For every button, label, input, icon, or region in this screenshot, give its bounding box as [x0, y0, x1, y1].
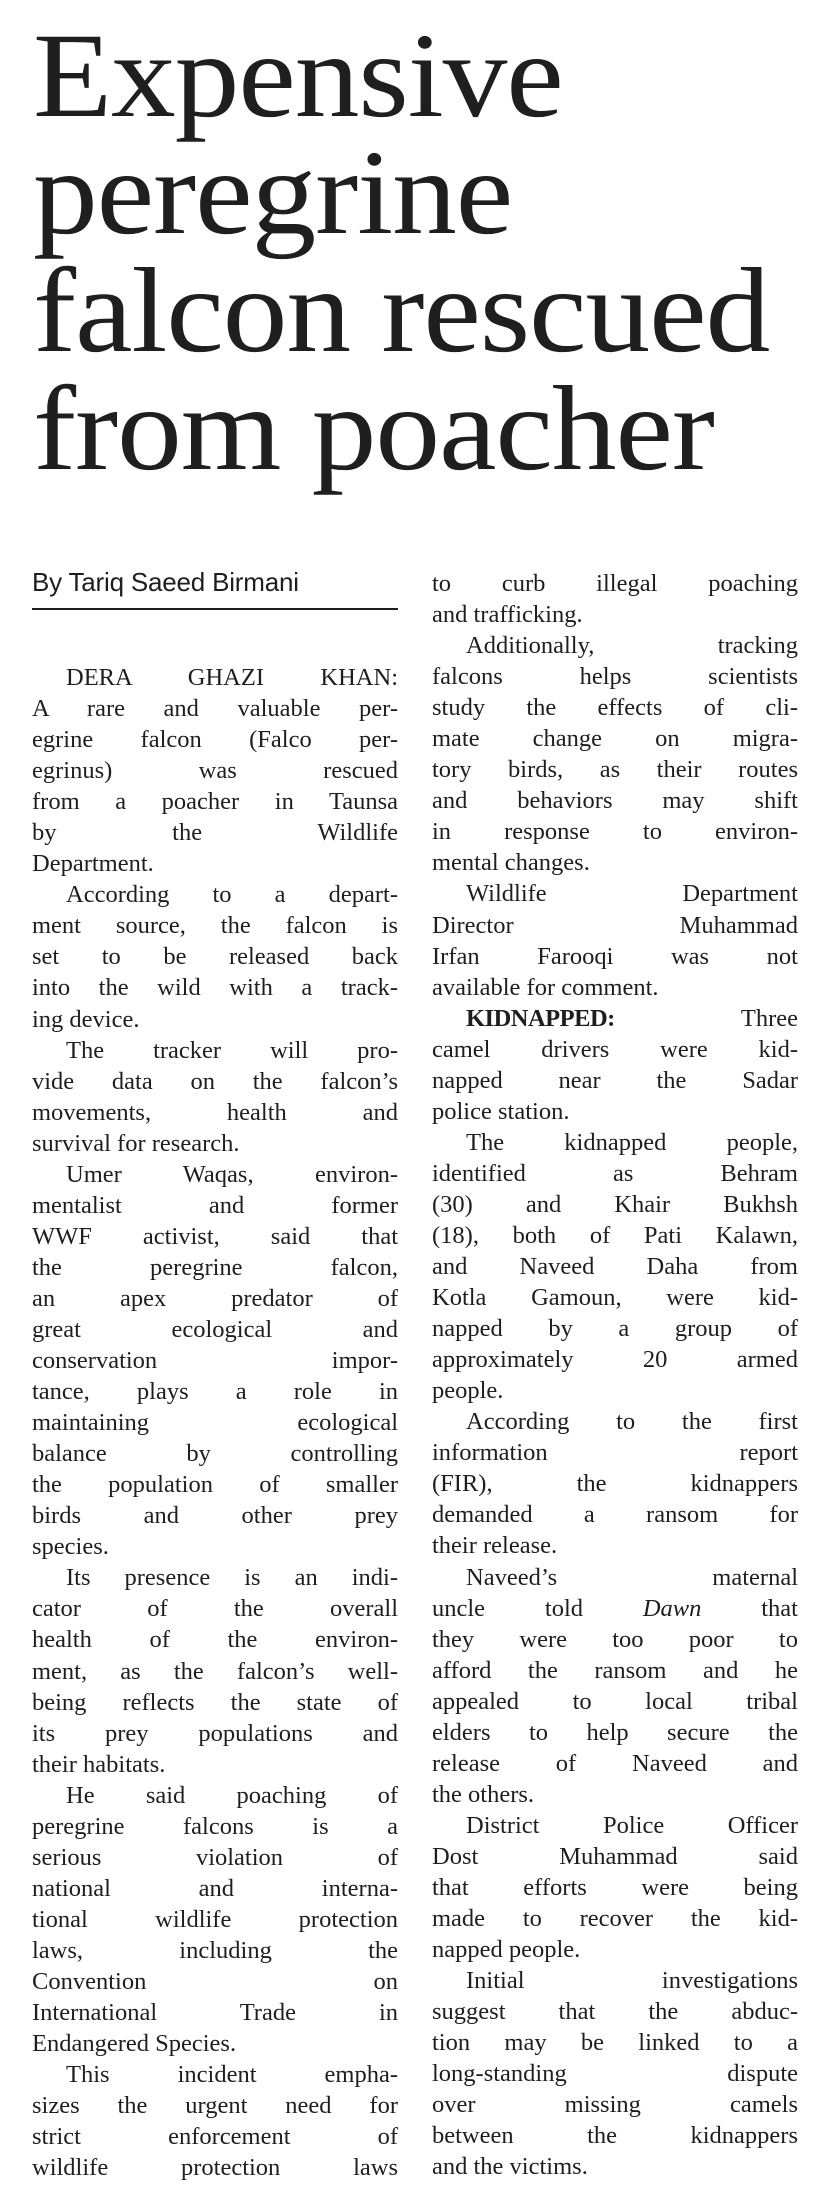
article-column-right: [432, 568, 798, 2182]
text-line: available for comment.: [432, 973, 659, 1001]
text-line: tional wildlife protection: [32, 1905, 398, 1933]
text-line: A rare and valuable per-: [32, 695, 398, 723]
text-line: According to the first: [466, 1408, 798, 1436]
text-line: their release.: [432, 1532, 558, 1560]
text-line: the others.: [432, 1780, 535, 1808]
article-paragraph: [32, 662, 398, 879]
text-line: appealed to local tribal: [432, 1687, 798, 1715]
text-line: tance, plays a role in: [32, 1378, 398, 1406]
text-line: DERA GHAZI KHAN:: [66, 664, 398, 691]
text-line: ment source, the falcon is: [32, 912, 398, 940]
text-line: and behaviors may shift: [432, 787, 798, 815]
article-paragraph: [432, 878, 798, 1002]
text-line: into the wild with a track-: [32, 974, 398, 1002]
text-line: Endangered Species.: [32, 2030, 237, 2058]
article-column-left: [32, 662, 398, 2183]
text-line: health of the environ-: [32, 1626, 398, 1654]
text-line: Department.: [32, 850, 154, 878]
text-line: napped near the Sadar: [432, 1066, 798, 1094]
text-line: the peregrine falcon,: [32, 1253, 398, 1281]
text-line: species.: [32, 1533, 109, 1561]
text-line: great ecological and: [32, 1315, 398, 1343]
text-line: Umer Waqas, environ-: [66, 1160, 398, 1188]
publication-name: Dawn: [642, 1594, 702, 1622]
text-line: camel drivers were kid-: [432, 1035, 798, 1063]
headline-line: from poacher: [33, 362, 714, 496]
text-line: information report: [432, 1439, 798, 1467]
text-line: release of Naveed and: [432, 1749, 798, 1777]
text-line: egrine falcon (Falco per-: [32, 726, 398, 754]
text-line: birds and other prey: [32, 1502, 398, 1530]
text-line: police station.: [432, 1097, 570, 1125]
text-line: afford the ransom and he: [432, 1656, 798, 1684]
text-line: The kidnapped people,: [466, 1128, 798, 1156]
text-line: conservation impor-: [32, 1347, 398, 1375]
article-paragraph: [432, 630, 798, 878]
article-paragraph: [432, 568, 798, 630]
article-paragraph: [432, 1003, 798, 1127]
text-line: cator of the overall: [32, 1595, 398, 1623]
headline-line: Expensive: [33, 9, 563, 143]
headline-line: peregrine: [33, 126, 513, 260]
article-paragraph: [32, 1159, 398, 1563]
text-line: The tracker will pro-: [66, 1036, 398, 1064]
article-paragraph: [432, 1810, 798, 1965]
text-line: Initial investigations: [466, 1967, 798, 1995]
text-line: Convention on: [32, 1967, 398, 1995]
text-line: in response to environ-: [432, 818, 798, 846]
text-line: strict enforcement of: [32, 2123, 398, 2151]
text-line: maintaining ecological: [32, 1409, 398, 1437]
text-line: KIDNAPPED: Three: [466, 1004, 798, 1032]
text-line: (FIR), the kidnappers: [432, 1470, 798, 1498]
text-line: According to a depart-: [66, 881, 398, 909]
text-line: Additionally, tracking: [466, 632, 798, 660]
text-line: elders to help secure the: [432, 1718, 798, 1746]
text-line: wildlife protection laws: [32, 2154, 398, 2182]
text-line: napped people.: [432, 1936, 581, 1964]
article-paragraph: [432, 1127, 798, 1406]
text-line: from a poacher in Taunsa: [32, 788, 398, 816]
text-line: International Trade in: [32, 1999, 398, 2027]
text-line: sizes the urgent need for: [32, 2092, 398, 2120]
text-line: Kotla Gamoun, were kid-: [432, 1284, 798, 1312]
text-line: mental changes.: [432, 849, 590, 877]
text-line: He said poaching of: [66, 1781, 398, 1809]
text-line: mentalist and former: [32, 1191, 398, 1219]
text-line: mate change on migra-: [432, 725, 798, 753]
text-line: set to be released back: [32, 943, 398, 971]
text-line: people.: [432, 1377, 504, 1405]
text-line: District Police Officer: [466, 1811, 798, 1839]
text-line: and Naveed Daha from: [432, 1253, 798, 1281]
text-line: they were too poor to: [432, 1625, 798, 1653]
text-line: being reflects the state of: [32, 1688, 398, 1716]
text-line: to curb illegal poaching: [432, 570, 798, 597]
text-line: tion may be linked to a: [432, 2029, 798, 2057]
article-paragraph: [32, 1780, 398, 2059]
text-line: Its presence is an indi-: [66, 1564, 398, 1592]
text-line: national and interna-: [32, 1874, 398, 1902]
text-line: an apex predator of: [32, 1284, 398, 1312]
byline: By Tariq Saeed Birmani: [32, 567, 299, 597]
text-line: laws, including the: [32, 1936, 398, 1964]
headline-line: falcon rescued: [33, 244, 770, 378]
article-paragraph: [32, 2059, 398, 2183]
text-line: long-standing dispute: [432, 2060, 798, 2088]
article-paragraph: [32, 1562, 398, 1779]
text-line: Director Muhammad: [432, 911, 798, 939]
text-line: ing device.: [32, 1005, 140, 1033]
text-line: tory birds, as their routes: [432, 756, 798, 784]
subhead-label: KIDNAPPED:: [466, 1004, 615, 1032]
text-line: napped by a group of: [432, 1315, 798, 1343]
text-line: that efforts were being: [432, 1873, 798, 1901]
text-line: Dost Muhammad said: [432, 1842, 798, 1870]
text-line: vide data on the falcon’s: [32, 1067, 398, 1095]
byline-divider: [32, 608, 398, 610]
text-line: Wildlife Department: [466, 880, 798, 908]
article-paragraph: [432, 1965, 798, 2182]
article-paragraph: [32, 1035, 398, 1159]
text-line: study the effects of cli-: [432, 694, 798, 722]
text-line: approximately 20 armed: [432, 1346, 798, 1374]
text-line: Irfan Farooqi was not: [432, 942, 798, 970]
text-line: movements, health and: [32, 1098, 398, 1126]
text-line: WWF activist, said that: [32, 1222, 398, 1250]
text-line: made to recover the kid-: [432, 1905, 798, 1933]
text-line: and the victims.: [432, 2153, 588, 2181]
text-line: and trafficking.: [432, 601, 583, 629]
text-line: (30) and Khair Bukhsh: [432, 1190, 798, 1218]
text-line: ment, as the falcon’s well-: [32, 1657, 398, 1685]
text-line: their habitats.: [32, 1750, 166, 1778]
text-line: serious violation of: [32, 1843, 398, 1871]
article-paragraph: [32, 879, 398, 1034]
text-line: demanded a ransom for: [432, 1501, 798, 1529]
text-line: peregrine falcons is a: [32, 1812, 398, 1840]
text-line: This incident empha-: [66, 2061, 398, 2089]
article-paragraph: [432, 1562, 798, 1810]
article-paragraph: [432, 1406, 798, 1561]
text-line: uncle told Dawn that: [432, 1594, 798, 1622]
text-line: between the kidnappers: [432, 2122, 798, 2150]
text-line: the population of smaller: [32, 1471, 398, 1499]
text-line: falcons helps scientists: [432, 663, 798, 691]
text-line: egrinus) was rescued: [32, 757, 398, 785]
text-line: suggest that the abduc-: [432, 1998, 798, 2026]
text-line: identified as Behram: [432, 1159, 798, 1187]
text-line: its prey populations and: [32, 1719, 398, 1747]
text-line: Naveed’s maternal: [466, 1563, 798, 1591]
text-line: over missing camels: [432, 2091, 798, 2119]
text-line: balance by controlling: [32, 1440, 398, 1468]
text-line: survival for research.: [32, 1129, 240, 1157]
text-line: by the Wildlife: [32, 819, 398, 847]
text-line: (18), both of Pati Kalawn,: [432, 1221, 798, 1249]
